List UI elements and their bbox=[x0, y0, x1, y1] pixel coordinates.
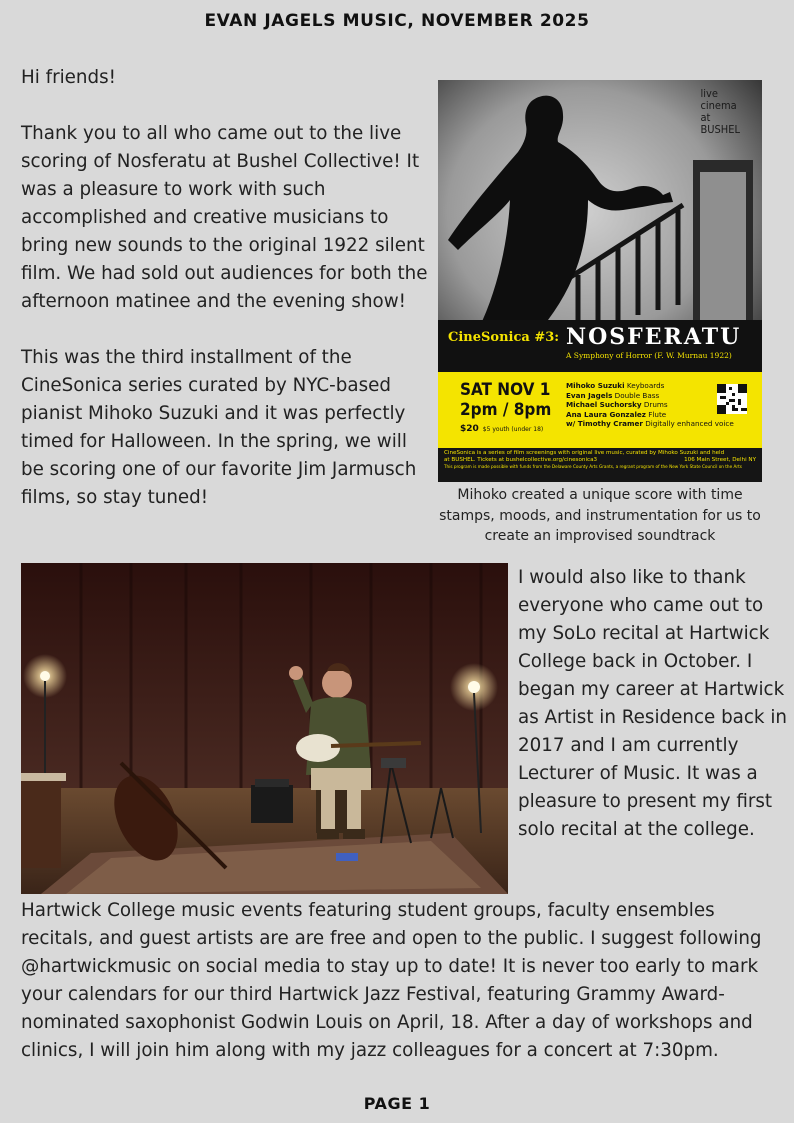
poster-overlay-text: live cinema at BUSHEL bbox=[700, 87, 740, 136]
poster-film-title: NOSFERATU bbox=[566, 324, 742, 350]
credit-line: w/ Timothy Cramer Digitally enhanced voice bbox=[566, 419, 734, 429]
poster-times: 2pm / 8pm bbox=[460, 400, 552, 420]
newsletter-title: EVAN JAGELS MUSIC, NOVEMBER 2025 bbox=[204, 11, 590, 31]
poster-date: SAT NOV 1 bbox=[460, 380, 551, 400]
credit-line: Mihoko Suzuki Keyboards bbox=[566, 381, 665, 390]
credit-line: Evan Jagels Double Bass bbox=[566, 390, 660, 400]
recital-side-text: I would also like to thank everyone who came out to my SoLo recital at Hartwick College back in October. I began my career at Hartwick as Artist in Residence back in 2017 and I am currently Lecturer of Music. It was a pleasure to present my first solo recital at the college. bbox=[518, 567, 787, 840]
qr-code-icon bbox=[717, 384, 747, 414]
page-number: PAGE 1 bbox=[363, 1094, 431, 1113]
poster-series: CineSonica #3: bbox=[448, 330, 560, 345]
recital-bottom-text: Hartwick College music events featuring student groups, faculty ensembles recitals, and guest artists are are free and open to the public. I suggest following @hartwickmusic on social media to stay up to date! It is never too early to mark your calendars for our third Hartwick Jazz Festival, featuring Grammy Award-nominated saxophonist Godwin Louis on April, 18. After a day of workshops and clinics, I will join him along with my jazz colleagues for a concert at 7:30pm. bbox=[21, 900, 762, 1061]
greeting: Hi friends! bbox=[21, 67, 116, 88]
poster-footer: CineSonica is a series of film screenings with original live music, curated by Mihoko Suzuki and held at BUSHEL. Tickets at bushelcollective.org/cinesonica3 106 Main Street, Delhi NY This program is made possible with funds from the Delaware County Arts Grants, a regrant program of the New York State Council on the Arts bbox=[438, 448, 762, 482]
intro-section bbox=[21, 64, 431, 540]
poster-subtitle: A Symphony of Horror (F. W. Murnau 1922) bbox=[566, 351, 732, 360]
poster-caption: Mihoko created a unique score with time stamps, moods, and instrumentation for us to create an improvised soundtrack bbox=[439, 487, 761, 544]
recital-photo bbox=[21, 563, 508, 894]
poster-credits bbox=[566, 381, 734, 429]
poster-price: $20 $5 youth (under 18) bbox=[460, 424, 544, 434]
cinesonica-paragraph: This was the third installment of the CineSonica series curated by NYC-based pianist Mihoko Suzuki and it was perfectly timed for Halloween. In the spring, we will be scoring one of our favorite Jim Jarmusch films, so stay tuned! bbox=[21, 347, 417, 508]
nosferatu-paragraph: Thank you to all who came out to the live scoring of Nosferatu at Bushel Collective! It was a pleasure to work with such accomplished and creative musicians to bring new sounds to the original 1922 silent film. We had sold out audiences for both the afternoon matinee and the evening show! bbox=[21, 123, 428, 312]
credit-line: Ana Laura Gonzalez Flute bbox=[566, 409, 667, 419]
nosferatu-poster bbox=[438, 80, 762, 482]
credit-line: Michael Suchorsky Drums bbox=[566, 400, 668, 410]
